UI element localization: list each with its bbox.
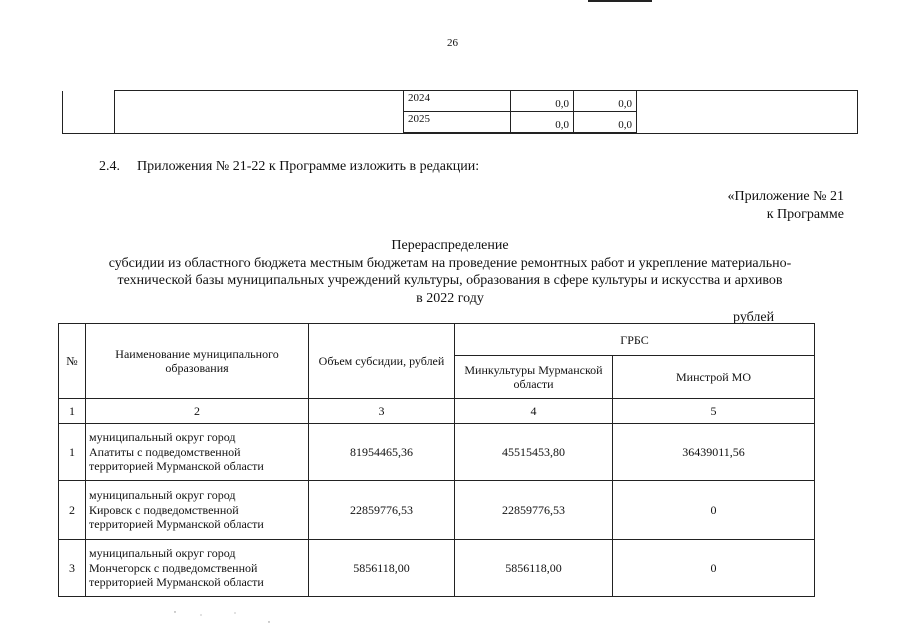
header-grbs: ГРБС [455,324,815,356]
minkult-amount: 45515453,80 [455,424,613,481]
minkult-amount: 5856118,00 [455,540,613,597]
table-cell: 2024 [404,91,511,112]
minstroy-amount: 0 [613,481,815,540]
previous-table-fragment [62,90,858,134]
table-row [63,91,858,112]
document-title [70,237,830,307]
subsidy-volume: 22859776,53 [309,481,455,540]
appendix-heading [728,188,845,224]
section-paragraph [99,159,479,175]
row-number: 1 [59,424,86,481]
name-line: муниципальный округ город [89,546,236,561]
units-label: рублей [733,310,775,325]
municipality-name [86,424,309,481]
table-cell: 0,0 [511,112,574,134]
table-cell: 2025 [404,112,511,134]
table-cell: 0,0 [574,91,637,112]
table-header-row [59,324,815,356]
subsidy-volume: 5856118,00 [309,540,455,597]
header-minkult: Минкультуры Мурманской области [455,356,613,399]
municipality-name [86,481,309,540]
table-cell: 0,0 [574,112,637,134]
table-cell [115,91,404,134]
title-line: в 2022 году [416,290,484,306]
header-minstroy: Минстрой МО [613,356,815,399]
minstroy-amount: 36439011,56 [613,424,815,481]
table-cell [63,91,115,134]
section-number: 2.4. [99,159,120,174]
appendix-line: к Программе [766,207,844,222]
municipality-name [86,540,309,597]
col-number: 5 [613,399,815,424]
minkult-amount: 22859776,53 [455,481,613,540]
subsidy-volume: 81954465,36 [309,424,455,481]
col-number: 2 [86,399,309,424]
appendix-line: «Приложение № 21 [727,189,844,204]
title-line: технической базы муниципальных учреждений культуры, образования в сфере культуры и искусства и архивов [117,273,783,288]
name-line: Мончегорск с подведомственной [89,560,258,575]
col-number: 3 [309,399,455,424]
name-line: муниципальный округ город [89,488,236,503]
scan-specks [165,600,275,630]
subsidy-table [58,323,815,597]
column-number-row [59,399,815,424]
minstroy-amount: 0 [613,540,815,597]
name-line: территорией Мурманской области [89,459,264,474]
header-name: Наименование муниципального образования [86,324,309,399]
name-line: Апатиты с подведомственной [89,444,241,459]
row-number: 3 [59,540,86,597]
header-volume: Объем субсидии, рублей [309,324,455,399]
table-cell [637,91,858,134]
name-line: территорией Мурманской области [89,517,264,532]
table-row [59,540,815,597]
header-num: № [59,324,86,399]
name-line: муниципальный округ город [89,430,236,445]
title-line: Перераспределение [391,238,509,253]
table-cell: 0,0 [511,91,574,112]
table-row [59,481,815,540]
section-text: Приложения № 21-22 к Программе изложить в редакции: [137,159,480,174]
name-line: территорией Мурманской области [89,575,264,590]
title-line: субсидии из областного бюджета местным бюджетам на проведение ремонтных работ и укрепление материально- [108,255,792,271]
table-row [59,424,815,481]
col-number: 1 [59,399,86,424]
scan-top-mark [588,0,652,2]
col-number: 4 [455,399,613,424]
name-line: Кировск с подведомственной [89,502,239,517]
page-number: 26 [447,37,458,49]
row-number: 2 [59,481,86,540]
